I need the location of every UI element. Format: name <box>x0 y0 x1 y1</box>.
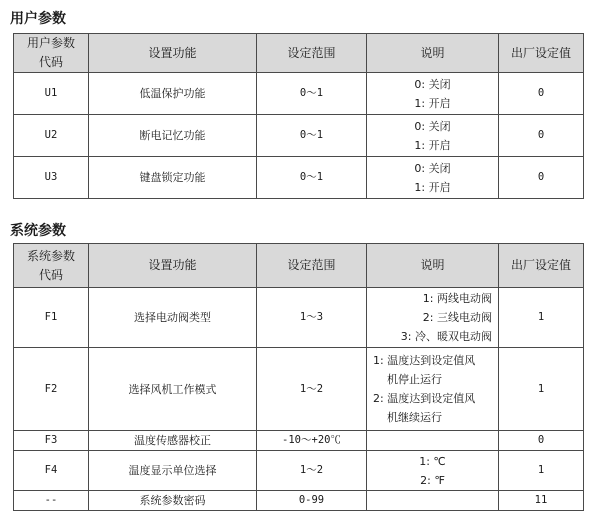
param-code: U2 <box>14 115 89 157</box>
param-description <box>367 491 499 511</box>
param-code: F3 <box>14 431 89 451</box>
desc-line: 1: 开启 <box>414 180 451 194</box>
param-range: 1～2 <box>257 348 367 431</box>
param-description <box>367 451 499 491</box>
param-default: 0 <box>499 73 584 115</box>
param-function: 选择电动阀类型 <box>89 288 257 348</box>
desc-line: 2: 温度达到设定值风 <box>373 392 476 405</box>
param-range: 0～1 <box>257 73 367 115</box>
user-params-title: 用户参数 <box>10 11 66 27</box>
param-range: 0-99 <box>257 491 367 511</box>
desc-line: 0: 关闭 <box>414 77 451 91</box>
header-default: 出厂设定值 <box>499 244 584 288</box>
table-row <box>14 157 584 199</box>
param-range: 0～1 <box>257 115 367 157</box>
param-range: 1～2 <box>257 451 367 491</box>
table-row <box>14 115 584 157</box>
param-range: -10～+20℃ <box>257 431 367 451</box>
desc-line: 1: 温度达到设定值风 <box>373 354 476 367</box>
param-description <box>367 348 499 431</box>
param-description <box>367 73 499 115</box>
param-function: 低温保护功能 <box>89 73 257 115</box>
param-default: 11 <box>499 491 584 511</box>
header-function: 设置功能 <box>89 244 257 288</box>
system-params-header-row <box>14 244 584 288</box>
param-default: 0 <box>499 115 584 157</box>
desc-line: 1: 开启 <box>414 96 451 110</box>
header-description: 说明 <box>367 244 499 288</box>
param-function: 选择风机工作模式 <box>89 348 257 431</box>
param-code: -- <box>14 491 89 511</box>
desc-line: 0: 关闭 <box>414 119 451 133</box>
desc-line: 1: 开启 <box>414 138 451 152</box>
header-description: 说明 <box>367 34 499 73</box>
param-code: F4 <box>14 451 89 491</box>
param-function: 温度传感器校正 <box>89 431 257 451</box>
param-default: 0 <box>499 431 584 451</box>
param-description <box>367 157 499 199</box>
param-default: 0 <box>499 157 584 199</box>
param-description <box>367 115 499 157</box>
header-code: 用户参数 代码 <box>14 34 89 73</box>
desc-line: 2: ℉ <box>420 473 445 487</box>
table-row <box>14 288 584 348</box>
table-row <box>14 491 584 511</box>
param-default: 1 <box>499 348 584 431</box>
desc-line: 2: 三线电动阀 <box>422 311 492 324</box>
header-code: 系统参数 代码 <box>14 244 89 288</box>
header-function: 设置功能 <box>89 34 257 73</box>
param-code: F1 <box>14 288 89 348</box>
desc-line: 0: 关闭 <box>414 161 451 175</box>
user-params-table <box>13 33 584 199</box>
desc-line: 3: 冷、暖双电动阀 <box>400 330 492 343</box>
system-params-title: 系统参数 <box>10 223 66 239</box>
param-default: 1 <box>499 288 584 348</box>
desc-line: 1: ℃ <box>419 454 446 468</box>
header-default: 出厂设定值 <box>499 34 584 73</box>
header-range: 设定范围 <box>257 34 367 73</box>
param-code: F2 <box>14 348 89 431</box>
param-function: 断电记忆功能 <box>89 115 257 157</box>
param-range: 0～1 <box>257 157 367 199</box>
user-params-header-row <box>14 34 584 73</box>
param-function: 系统参数密码 <box>89 491 257 511</box>
param-function: 温度显示单位选择 <box>89 451 257 491</box>
table-row <box>14 73 584 115</box>
table-row <box>14 348 584 431</box>
desc-line: 1: 两线电动阀 <box>422 292 492 305</box>
table-row <box>14 451 584 491</box>
param-default: 1 <box>499 451 584 491</box>
desc-line: 机继续运行 <box>387 411 442 424</box>
param-range: 1～3 <box>257 288 367 348</box>
desc-line: 机停止运行 <box>387 373 442 386</box>
param-function: 键盘锁定功能 <box>89 157 257 199</box>
param-code: U1 <box>14 73 89 115</box>
param-description <box>367 431 499 451</box>
table-row <box>14 431 584 451</box>
param-description <box>367 288 499 348</box>
header-range: 设定范围 <box>257 244 367 288</box>
system-params-table <box>13 243 584 511</box>
param-code: U3 <box>14 157 89 199</box>
